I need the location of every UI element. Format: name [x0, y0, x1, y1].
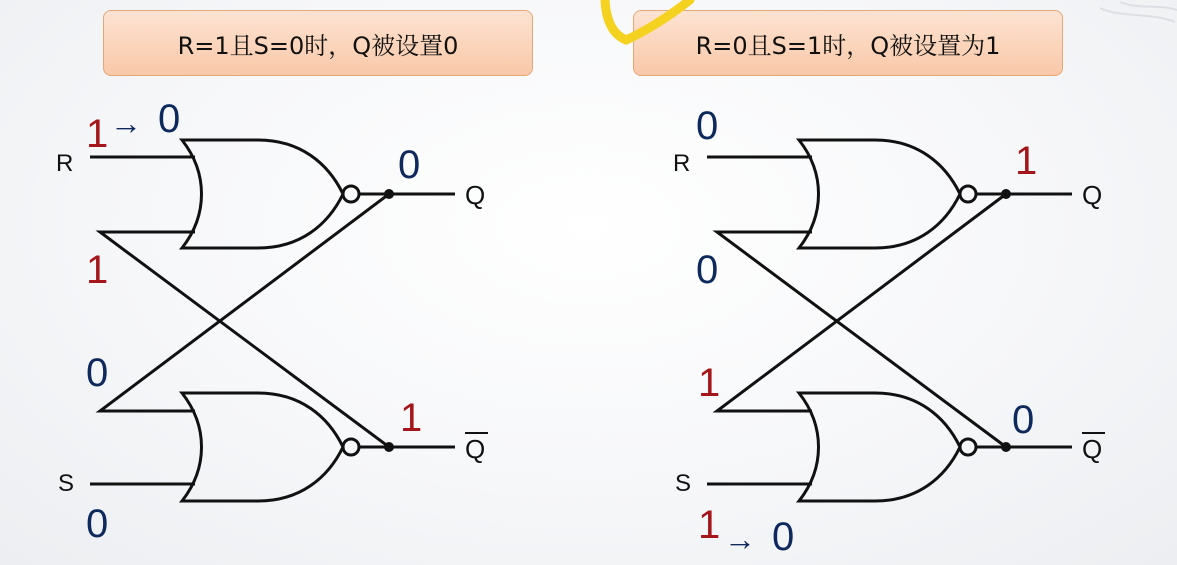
value-s-new-right: 0 — [772, 515, 795, 559]
value-bottom-feedback-left: 0 — [86, 351, 109, 395]
label-qbar-left: Q — [465, 434, 486, 464]
arrow-s-right: → — [724, 521, 756, 557]
label-s-right: S — [675, 470, 692, 497]
nor-gate-top-right — [799, 140, 960, 248]
value-top-feedback-left: 1 — [86, 248, 109, 292]
arrow-r-left: → — [110, 105, 142, 141]
value-qbar-left: 1 — [400, 396, 423, 440]
right-circuit — [707, 140, 1072, 501]
value-q-right: 1 — [1015, 139, 1038, 183]
value-top-feedback-right: 0 — [696, 248, 719, 292]
label-s-left: S — [58, 470, 75, 497]
value-s-left: 0 — [86, 502, 109, 546]
value-qbar-right: 0 — [1012, 398, 1035, 442]
inversion-bubble-top-left — [343, 186, 359, 202]
label-q-right: Q — [1082, 180, 1103, 210]
value-s-old-right: 1 — [698, 503, 721, 547]
label-r-left: R — [56, 150, 74, 177]
value-r-right: 0 — [696, 104, 719, 148]
junction-dot-q-left — [384, 189, 394, 199]
inversion-bubble-bottom-left — [343, 439, 359, 455]
caption-left: R=1且S=0时，Q被设置0 — [103, 10, 533, 76]
left-circuit — [90, 140, 455, 501]
junction-dot-qbar-left — [384, 442, 394, 452]
caption-right: R=0且S=1时，Q被设置为1 — [633, 10, 1063, 76]
nor-gate-bottom-right — [799, 393, 960, 501]
junction-dot-qbar-right — [1001, 442, 1011, 452]
nor-gate-top-left — [182, 140, 343, 248]
value-bottom-feedback-right: 1 — [698, 361, 721, 405]
value-r-new-left: 0 — [158, 97, 181, 141]
label-qbar-right: Q — [1082, 434, 1103, 464]
label-q-left: Q — [465, 180, 486, 210]
inversion-bubble-bottom-right — [960, 439, 976, 455]
label-r-right: R — [673, 150, 691, 177]
nor-gate-bottom-left — [182, 393, 343, 501]
value-q-left: 0 — [398, 143, 421, 187]
inversion-bubble-top-right — [960, 186, 976, 202]
junction-dot-q-right — [1001, 189, 1011, 199]
value-r-old-left: 1 — [86, 112, 109, 156]
corner-decoration — [1100, 2, 1177, 22]
highlight-mark — [605, 0, 690, 40]
